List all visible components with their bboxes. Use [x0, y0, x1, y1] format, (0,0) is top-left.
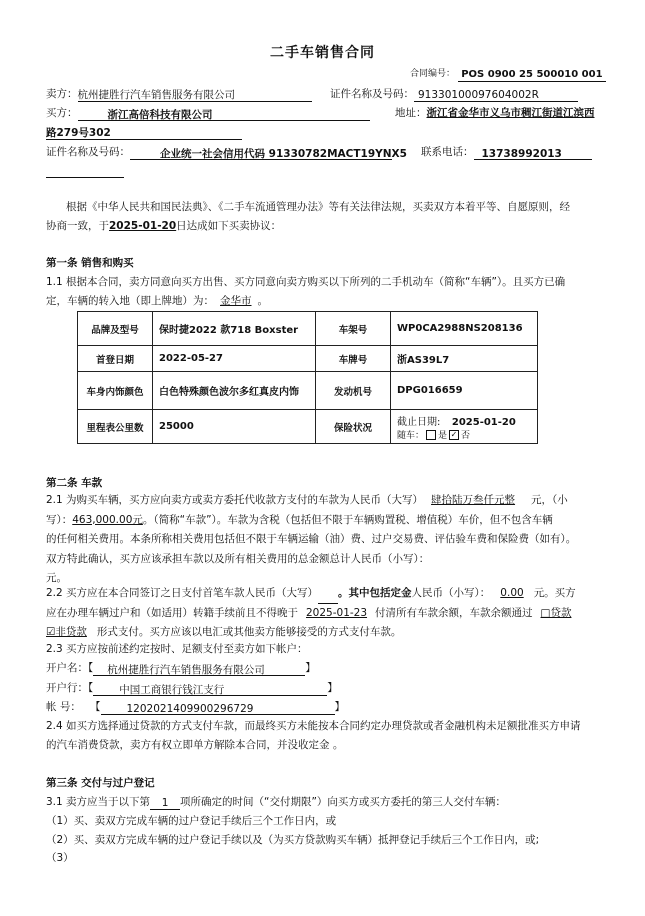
brand-value: 保时捷2022 款718 Boxster — [153, 312, 316, 346]
article-3-item-1: （1）买、卖双方完成车辆的过户登记手续后三个工作日内，或 — [46, 815, 337, 827]
seller-id-label: 证件名称及号码： — [330, 88, 414, 100]
article-3-title: 第三条 交付与过户登记 — [46, 777, 155, 789]
delivery-option-number: 1 — [150, 795, 180, 810]
seller-label: 卖方： — [46, 88, 78, 100]
buyer-id: 企业统一社会信用代码 91330782MACT19YNX5 — [130, 146, 392, 160]
buyer-row — [46, 105, 370, 121]
bracket-close: 】 — [327, 682, 338, 694]
article-2-2-line-2b: 付清所有车款余额，车款余额通过 — [375, 606, 533, 619]
vehicle-info-table — [77, 311, 538, 444]
first-payment-blank — [318, 589, 338, 604]
price-uppercase: 肆拾陆万叁仟元整 — [431, 494, 516, 506]
deposit-included: 。其中包括定金 — [338, 587, 412, 599]
article-2-3: 2.3 买方应按前述约定按时、足额支付至卖方如下帐户： — [46, 643, 308, 655]
buyer-id-row — [46, 144, 407, 160]
checked-checkbox-icon: ✓ — [450, 430, 458, 439]
article-2-1-line-1a: 2.1 为购买车辆，买方应向卖方或卖方委托代收款方支付的车款为人民币（大写） — [46, 494, 424, 506]
agreement-date: 2025-01-20 — [109, 220, 177, 232]
insurance-no-label: 否 — [461, 430, 471, 441]
insurance-follow-row — [397, 428, 531, 441]
article-2-title: 第二条 车款 — [46, 477, 103, 489]
bracket-close: 】 — [334, 701, 345, 713]
contract-number-label: 合同编号： — [410, 69, 456, 79]
color-label: 车身内饰颜色 — [78, 372, 153, 410]
article-2-4-line-1: 2.4 如买方选择通过贷款的方式支付车款，而最终买方未能按本合同约定办理贷款或者金融机构未足额批准买方申请 — [46, 720, 581, 732]
insurance-follow-label: 随车： — [397, 430, 425, 441]
insurance-date-label: 截止日期: — [397, 416, 441, 428]
reg-date-value: 2022-05-27 — [153, 346, 316, 372]
article-2-1-line-1b: 元，（小 — [531, 494, 568, 506]
article-2-1-line-2b: 。（简称“车款”）。车款为含税（包括但不限于车辆购置税、增值税）车价，但不包含车辆 — [142, 513, 553, 526]
article-1-line-1: 1.1 根据本合同，卖方同意向买方出售、买方同意向卖方购买以下所列的二手机动车（简称“车辆”）。且买方已确 — [46, 276, 566, 288]
account-bank-row — [46, 680, 338, 696]
registration-city: 金华市 — [220, 295, 252, 307]
bracket-open: 【 — [90, 701, 101, 713]
insurance-label: 保险状况 — [316, 410, 391, 444]
article-2-4-line-2: 的汽车消费贷款，卖方有权立即单方解除本合同，并没收定金 。 — [46, 739, 344, 751]
article-1-title: 第一条 销售和购买 — [46, 257, 134, 269]
article-2-2-line-3b: 形式支付。买方应该以电汇或其他卖方能够接受的方式支付车款。 — [96, 626, 402, 638]
article-3-1-line-b: 项所确定的时间（“交付期限”）向买方或买方委托的第三人交付车辆： — [180, 796, 506, 808]
bracket-open: 【 — [88, 662, 94, 674]
mileage-label: 里程表公里数 — [78, 410, 153, 444]
phone-underline — [46, 163, 124, 178]
article-2-1-line-3: 的任何相关费用。本条所称相关费用包括但不限于车辆运输（油）费、过户交易费、评估验车费和保险费（如有）。 — [46, 533, 577, 545]
vin-label: 车架号 — [316, 312, 391, 346]
loan-option: □贷款 — [540, 606, 572, 619]
phone-continuation — [46, 162, 124, 178]
mileage-value: 25000 — [153, 410, 316, 444]
phone-row — [421, 144, 592, 160]
article-2-2 — [46, 584, 606, 643]
seller-name: 杭州捷胜行汽车销售服务有限公司 — [78, 87, 312, 102]
address-label: 地址： — [395, 107, 427, 119]
article-1-line-2: 定，车辆的转入地（即上牌地）为： — [46, 295, 214, 307]
engine-label: 发动机号 — [316, 372, 391, 410]
article-2-2-line-2a: 应在办理车辆过户和（如适用）转籍手续前且不得晚于 — [46, 606, 298, 619]
buyer-id-label: 证件名称及号码： — [46, 146, 130, 158]
address-row-2 — [46, 124, 242, 140]
article-2-4 — [46, 717, 606, 755]
preamble-line-1: 根据《中华人民共和国民法典》、《二手车流通管理办法》等有关法律法规，买卖双方本着平等、自愿原则，经 — [66, 201, 570, 213]
article-2-1-line-5: 元。 — [46, 572, 67, 584]
contract-number: POS 0900 25 500010 001 — [458, 67, 606, 82]
reg-date-label: 首登日期 — [78, 346, 153, 372]
article-3-1-line-a: 3.1 卖方应当于以下第 — [46, 796, 151, 808]
deposit-amount: 0.00 — [500, 587, 524, 599]
account-bank: 中国工商银行钱江支行 — [93, 682, 327, 696]
article-2-2-line-1d: 元。买方 — [533, 587, 576, 599]
account-number-label: 帐 号： — [46, 701, 81, 713]
address-line-1: 浙江省金华市义乌市稠江街道江滨西 — [426, 107, 595, 119]
color-value: 白色特殊颜色波尔多红真皮内饰 — [153, 372, 316, 410]
article-2-1 — [46, 491, 606, 589]
account-name-label: 开户名： — [46, 662, 88, 674]
phone-label: 联系电话： — [421, 146, 474, 158]
plate-label: 车牌号 — [316, 346, 391, 372]
buyer-name: 浙江高倍科技有限公司 — [78, 107, 370, 121]
article-2-1-line-2a: 写）： — [46, 513, 73, 526]
engine-value: DPG016659 — [391, 372, 538, 410]
vin-value: WP0CA2988NS208136 — [391, 312, 538, 346]
account-name: 杭州捷胜行汽车销售服务有限公司 — [93, 662, 305, 676]
insurance-date: 2025-01-20 — [451, 416, 516, 428]
buyer-label: 买方： — [46, 107, 78, 119]
plate-value: 浙AS39L7 — [391, 346, 538, 372]
insurance-date-row — [397, 413, 531, 428]
insurance-value — [391, 410, 538, 444]
bracket-open: 【 — [88, 682, 94, 694]
article-2-1-line-4: 双方特此确认，买方应该承担车款以及所有相关费用的总金额总计人民币（小写）： — [46, 552, 430, 565]
address-line-2: 路279号302 — [46, 125, 242, 140]
bracket-close: 】 — [305, 662, 316, 674]
final-payment-date: 2025-01-23 — [306, 606, 368, 619]
period: 。 — [257, 295, 268, 307]
seller-row — [46, 86, 312, 102]
account-number-row — [46, 699, 345, 715]
checkbox-icon — [426, 430, 436, 440]
article-3-1 — [46, 794, 506, 810]
article-2-2-line-1c: 人民币（小写）： — [411, 587, 491, 599]
non-loan-option: ☑非贷款 — [46, 626, 87, 638]
article-3-item-2: （2）买、卖双方完成车辆的过户登记手续以及（为买方贷款购买车辆）抵押登记手续后三个工作日内，或; — [46, 834, 540, 846]
address-row — [395, 105, 595, 121]
table-row — [78, 312, 538, 346]
preamble-line-2a: 协商一致，于 — [46, 220, 109, 232]
article-2-2-line-1a: 2.2 买方应在本合同签订之日支付首笔车款人民币（大写） — [46, 587, 319, 599]
phone-number: 13738992013 — [474, 146, 592, 160]
contract-number-row — [410, 66, 606, 82]
price-lowercase: 463,000.00元 — [72, 513, 143, 526]
account-name-row — [46, 660, 316, 676]
article-3-item-3: （3） — [46, 852, 74, 864]
contract-title: 二手车销售合同 — [270, 45, 375, 61]
preamble — [46, 198, 606, 236]
seller-id-row — [330, 86, 578, 102]
insurance-yes-label: 是 — [438, 430, 448, 441]
table-row — [78, 372, 538, 410]
account-number: 1202021409900296729 — [101, 701, 335, 715]
article-1-paragraph — [46, 273, 606, 311]
account-bank-label: 开户行： — [46, 682, 88, 694]
brand-label: 品牌及型号 — [78, 312, 153, 346]
seller-id: 91330100097604002R — [414, 87, 578, 102]
preamble-line-2b: 日达成如下买卖协议： — [176, 220, 282, 232]
table-row — [78, 410, 538, 444]
table-row — [78, 346, 538, 372]
